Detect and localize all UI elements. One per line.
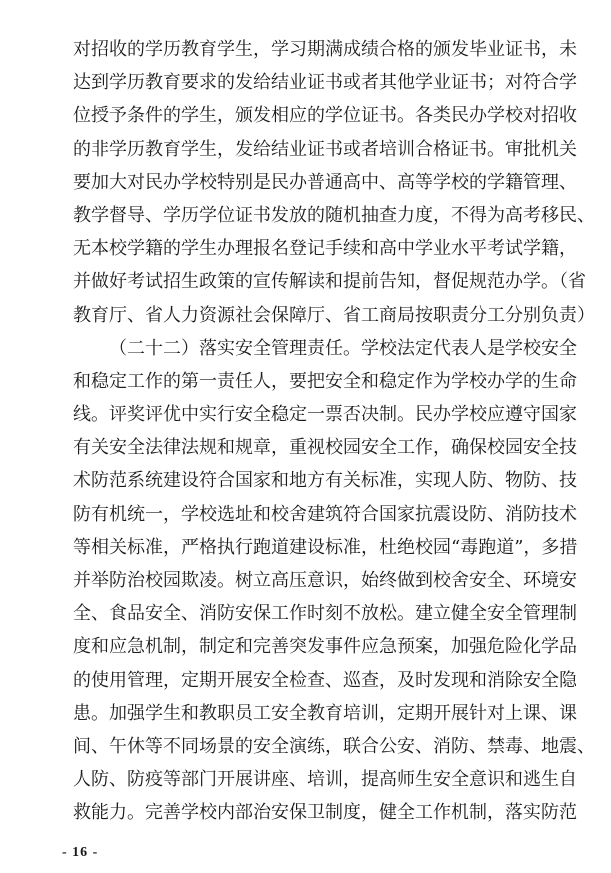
text-line: 达到学历教育要求的发给结业证书或者其他学业证书；对符合学 <box>73 72 577 94</box>
section-heading-line: （二十二）落实安全管理责任。学校法定代表人是学校安全 <box>109 337 577 359</box>
text-line: 全、食品安全、消防安保工作时刻不放松。建立健全安全管理制 <box>73 603 577 625</box>
text-line: 等相关标准，严格执行跑道建设标准，杜绝校园“毒跑道”，多措 <box>73 536 578 558</box>
text-line: 和稳定工作的第一责任人，要把安全和稳定作为学校办学的生命 <box>73 370 577 392</box>
text-line: 教学督导、学历学位证书发放的随机抽查力度，不得为高考移民、 <box>73 204 595 226</box>
text-line: 患。加强学生和教职员工安全教育培训，定期开展针对上课、课 <box>73 702 577 724</box>
text-line: 对招收的学历教育学生，学习期满成绩合格的颁发毕业证书，未 <box>73 39 577 60</box>
text-line: 救能力。完善学校内部治安保卫制度，健全工作机制，落实防范 <box>73 802 577 824</box>
text-line: 度和应急机制，制定和完善突发事件应急预案，加强危险化学品 <box>73 636 577 658</box>
text-line: 无本校学籍的学生办理报名登记手续和高中学业水平考试学籍， <box>73 238 577 260</box>
text-line: 的非学历教育学生，发给结业证书或者培训合格证书。审批机关 <box>73 138 577 160</box>
text-line: 术防范系统建设符合国家和地方有关标准，实现人防、物防、技 <box>73 470 577 492</box>
text-line: 防有机统一，学校选址和校舍建筑符合国家抗震设防、消防技术 <box>73 503 577 525</box>
text-line: 位授予条件的学生，颁发相应的学位证书。各类民办学校对招收 <box>73 105 577 127</box>
text-line: 有关安全法律法规和规章，重视校园安全工作，确保校园安全技 <box>73 437 577 459</box>
text-line: 的使用管理，定期开展安全检查、巡查，及时发现和消除安全隐 <box>73 669 577 691</box>
text-line: 教育厅、省人力资源社会保障厅、省工商局按职责分工分别负责） <box>73 304 595 326</box>
text-line: 并举防治校园欺凌。树立高压意识，始终做到校舍安全、环境安 <box>73 570 577 591</box>
body-text <box>73 33 595 830</box>
text-line: 并做好考试招生政策的宣传解读和提前告知，督促规范办学。（省 <box>73 271 586 293</box>
page-number: - 16 - <box>62 845 99 860</box>
text-line: 线。评奖评优中实行安全稳定一票否决制。民办学校应遵守国家 <box>73 404 577 426</box>
text-line: 要加大对民办学校特别是民办普通高中、高等学校的学籍管理、 <box>73 171 577 193</box>
text-line: 间、午休等不同场景的安全演练，联合公安、消防、禁毒、地震、 <box>73 735 595 757</box>
text-line: 人防、防疫等部门开展讲座、培训，提高师生安全意识和逃生自 <box>73 769 577 791</box>
